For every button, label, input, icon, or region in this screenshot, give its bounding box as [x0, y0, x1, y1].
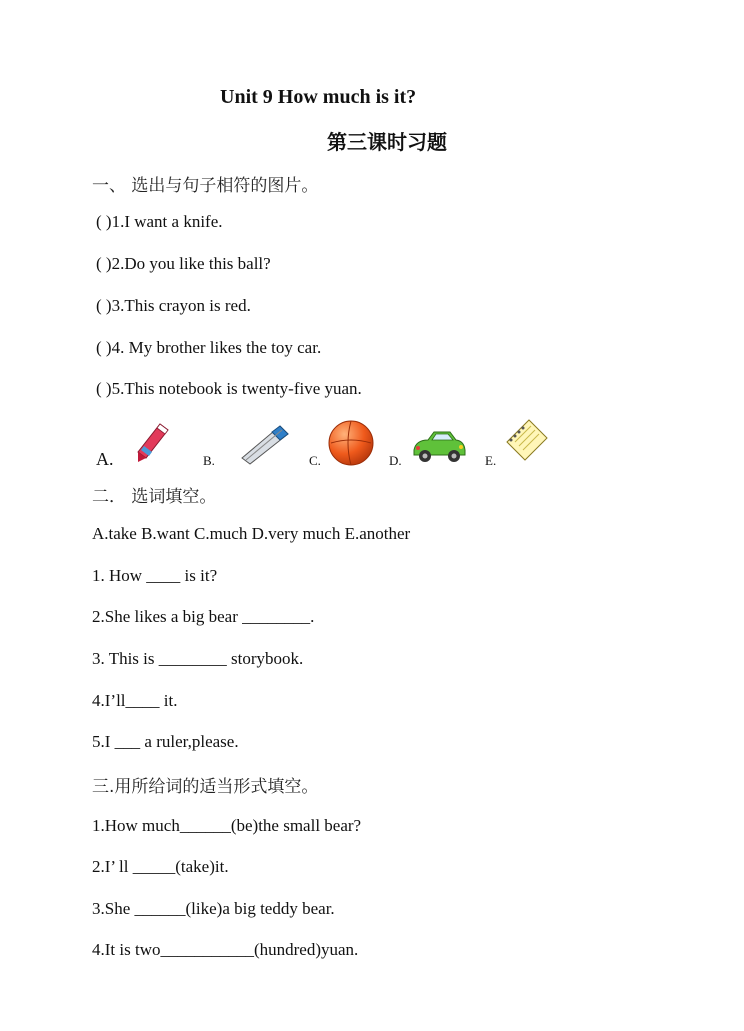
knife-icon: [238, 418, 292, 466]
worksheet-title: Unit 9 How much is it?: [220, 86, 417, 108]
section2-item-1: 1. How ____ is it?: [92, 566, 218, 585]
crayon-icon: [130, 420, 174, 466]
section2-item-3: 3. This is ________ storybook.: [92, 649, 304, 668]
section3-item-3: 3.She ______(like)a big teddy bear.: [92, 899, 335, 918]
section1-item-4: ( )4. My brother likes the toy car.: [96, 338, 322, 357]
section1-item-2: ( )2.Do you like this ball?: [96, 254, 271, 273]
option-label-d: D.: [389, 453, 402, 468]
section3-item-4: 4.It is two___________(hundred)yuan.: [92, 940, 359, 959]
section1-item-1: ( )1.I want a knife.: [96, 212, 223, 231]
section1-heading: 一、 选出与句子相符的图片。: [92, 176, 319, 196]
section2-item-2: 2.She likes a big bear ________.: [92, 607, 315, 626]
toy-car-icon: [410, 428, 468, 464]
ball-icon: [327, 419, 375, 467]
section2-heading: 二． 选词填空。: [92, 487, 217, 507]
worksheet-subtitle: 第三课时习题: [327, 130, 447, 154]
section2-item-4: 4.I’ll____ it.: [92, 691, 178, 710]
option-label-b: B.: [203, 453, 215, 468]
option-label-e: E.: [485, 453, 497, 468]
option-label-c: C.: [309, 453, 321, 468]
section2-choices: A.take B.want C.much D.very much E.another: [92, 524, 411, 543]
notebook-icon: [503, 416, 549, 464]
section1-item-3: ( )3.This crayon is red.: [96, 296, 251, 315]
option-label-a: A.: [96, 449, 114, 469]
section2-item-5: 5.I ___ a ruler,please.: [92, 732, 239, 751]
section1-item-5: ( )5.This notebook is twenty-five yuan.: [96, 379, 362, 398]
section3-item-2: 2.I’ ll _____(take)it.: [92, 857, 229, 876]
section3-item-1: 1.How much______(be)the small bear?: [92, 816, 362, 835]
section3-heading: 三.用所给词的适当形式填空。: [92, 777, 319, 797]
